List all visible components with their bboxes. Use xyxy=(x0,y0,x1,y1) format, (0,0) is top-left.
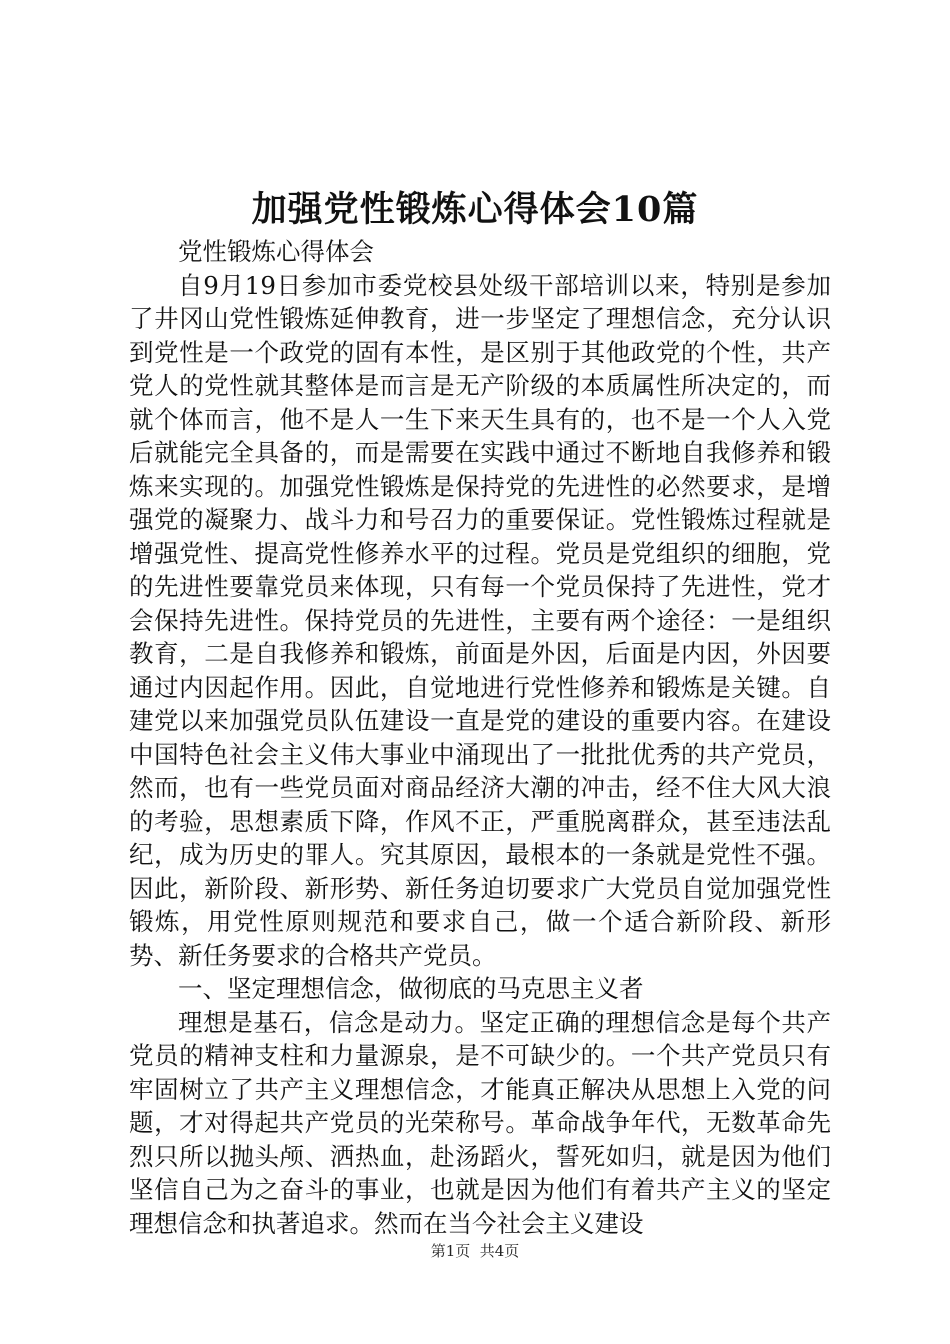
document-title: 加强党性锻炼心得体会10篇 xyxy=(251,189,699,230)
section-heading: 一、坚定理想信念，做彻底的马克思主义者 xyxy=(178,974,644,1003)
section-heading: 党性锻炼心得体会 xyxy=(178,237,374,266)
page-footer xyxy=(0,1241,950,1261)
body-paragraph: 理想是基石，信念是动力。坚定正确的理想信念是每个共产党员的精神支柱和力量源泉，是不可缺少的。一个共产党员只有牢固树立了共产主义理想信念，才能真正解决从思想上入党的问题，才对得起共产党员的光荣称号。革命战争年代，无数革命先烈只所以抛头颅、洒热血，赴汤蹈火，誓死如归，就是因为他们坚信自己为之奋斗的事业，也就是因为他们有着共产主义的坚定理想信念和执著追求。然而在当今社会主义建设 xyxy=(129,1007,831,1238)
body-paragraph: 自9月19日参加市委党校县处级干部培训以来，特别是参加了井冈山党性锻炼延伸教育，进一步坚定了理想信念，充分认识到党性是一个政党的固有本性，是区别于其他政党的个性，共产党人的党性就其整体是而言是无产阶级的本质属性所决定的，而就个体而言，他不是人一生下来天生具有的，也不是一个人入党后就能完全具备的，而是需要在实践中通过不断地自我修养和锻炼来实现的。加强党性锻炼是保持党的先进性的必然要求，是增强党的凝聚力、战斗力和号召力的重要保证。党性锻炼过程就是增强党性、提高党性修养水平的过程。党员是党组织的细胞，党的先进性要靠党员来体现，只有每一个党员保持了先进性，党才会保持先进性。保持党员的先进性，主要有两个途径：一是组织教育，二是自我修养和锻炼，前面是外因，后面是内因，外因要通过内因起作用。因此，自觉地进行党性修养和锻炼是关键。自建党以来加强党员队伍建设一直是党的建设的重要内容。在建设中国特色社会主义伟大事业中涌现出了一批批优秀的共产党员，然而，也有一些党员面对商品经济大潮的冲击，经不住大风大浪的考验，思想素质下降，作风不正，严重脱离群众，甚至违法乱纪，成为历史的罪人。究其原因，最根本的一条就是党性不强。因此，新阶段、新形势、新任务迫切要求广大党员自觉加强党性锻炼，用党性原则规范和要求自己，做一个适合新阶段、新形势、新任务要求的合格共产党员。 xyxy=(129,270,831,970)
document-body xyxy=(129,235,831,1240)
page-number: 第1页 共4页 xyxy=(430,1242,520,1260)
